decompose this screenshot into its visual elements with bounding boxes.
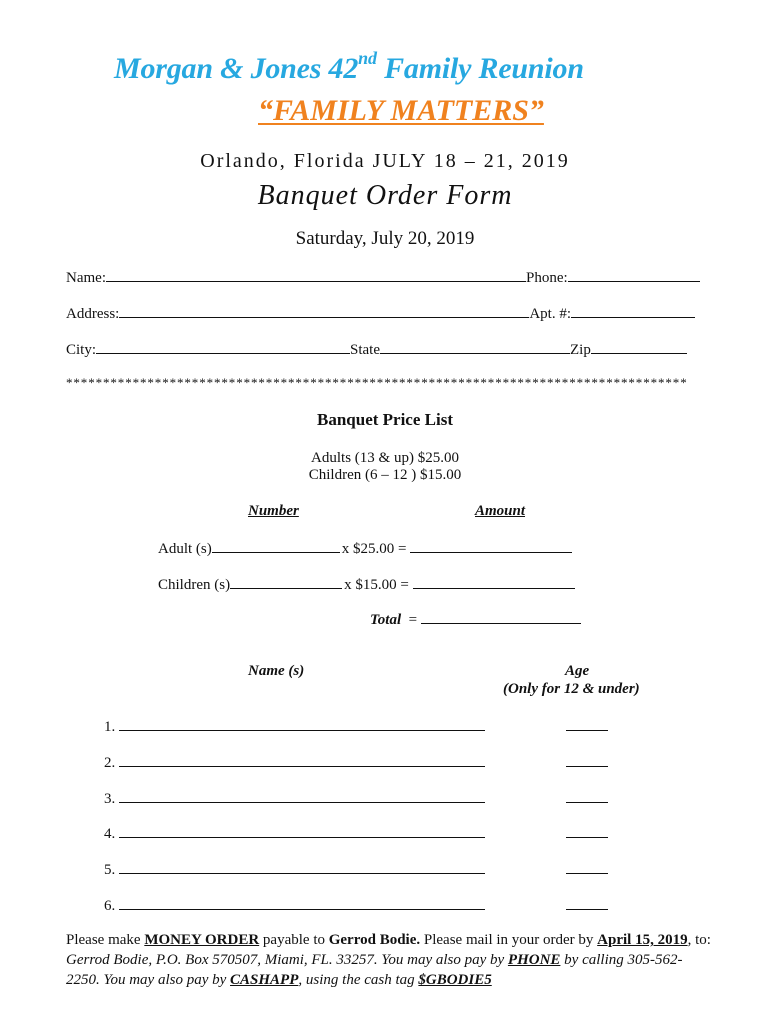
attendee-row [104,859,485,879]
name-field[interactable] [106,267,526,282]
total-label: Total [370,612,402,628]
children-amount-field[interactable] [413,574,575,589]
footer-text: to: [691,932,711,948]
attendee-age-field[interactable] [566,716,608,731]
row-number: 4. [104,826,116,842]
footer-text: , [687,932,692,948]
total-row [370,609,581,629]
amount-header: Amount [475,503,526,519]
name-label: Name: [66,270,106,286]
apt-label: Apt. #: [529,306,571,322]
footer-text: by calling 305-562-2250. You may also pay by [66,952,683,988]
attendee-name-field[interactable] [119,895,485,910]
attendee-name-field[interactable] [119,752,485,767]
money-order-text: MONEY ORDER [144,932,260,948]
children-count-field[interactable] [230,574,342,589]
title-superscript: nd [358,48,377,68]
row-number: 5. [104,862,116,878]
city-label: City: [66,342,97,358]
age-field-wrap [566,788,608,808]
attendee-name-field[interactable] [119,859,485,874]
separator: ************************************************************************************ [66,375,688,390]
cashapp-word: CASHAPP [230,972,299,988]
footer-text: , using the cash tag [298,972,419,988]
age-header: Age [565,663,590,679]
state-field[interactable] [380,339,570,354]
city-row [66,339,687,359]
children-label: Children (s) [158,577,231,593]
payment-instructions [66,930,716,990]
zip-label: Zip [570,342,591,358]
age-field-wrap [566,716,608,736]
attendee-age-field[interactable] [566,788,608,803]
footer-text: Please make [66,932,145,948]
age-subheader: (Only for 12 & under) [503,681,640,697]
adult-amount-field[interactable] [410,538,572,553]
phone-word: PHONE [507,952,561,968]
adult-multiplier: x $25.00 = [341,541,407,557]
number-header: Number [248,503,299,519]
address-label: Address: [66,306,120,322]
state-label: State [350,342,381,358]
name-row [66,267,700,287]
cash-tag: $GBODIE5 [418,972,492,988]
phone-label: Phone: [525,270,568,286]
adult-count-field[interactable] [212,538,340,553]
row-number: 2. [104,755,116,771]
phone-field[interactable] [568,267,700,282]
row-number: 1. [104,719,116,735]
attendee-age-field[interactable] [566,752,608,767]
attendee-age-field[interactable] [566,859,608,874]
address-field[interactable] [119,303,529,318]
mailing-address: Gerrod Bodie, P.O. Box 570507, Miami, FL. 33257. You may also pay by [66,952,508,968]
apt-field[interactable] [571,303,695,318]
attendee-row [104,823,485,843]
reunion-title [114,48,584,86]
payee-name: Gerrod Bodie. [328,932,421,948]
adult-order-row [158,538,572,558]
attendee-row [104,752,485,772]
adult-price: Adults (13 & up) $25.00 [311,450,459,466]
title-prefix: Morgan & Jones 42 [114,52,359,85]
attendee-name-field[interactable] [119,716,485,731]
deadline-date: April 15, 2019 [597,932,688,948]
zip-field[interactable] [591,339,687,354]
adult-label: Adult (s) [158,541,212,557]
attendee-name-field[interactable] [119,788,485,803]
age-field-wrap [566,823,608,843]
children-order-row [158,574,575,594]
names-header: Name (s) [248,663,305,679]
total-amount-field[interactable] [421,609,581,624]
price-list-heading: Banquet Price List [317,410,453,429]
attendee-row [104,895,485,915]
address-row [66,303,695,323]
age-field-wrap [566,895,608,915]
city-field[interactable] [96,339,350,354]
reunion-theme: “FAMILY MATTERS” [258,94,544,127]
total-equals: = [408,612,418,628]
location-date: Orlando, Florida JULY 18 – 21, 2019 [200,150,570,172]
form-title: Banquet Order Form [257,180,513,211]
footer-text: payable to [259,932,329,948]
footer-text: Please mail in your order by [420,932,598,948]
title-suffix: Family Reunion [376,52,584,85]
age-field-wrap [566,752,608,772]
attendee-row [104,788,485,808]
children-multiplier: x $15.00 = [344,577,409,593]
event-date: Saturday, July 20, 2019 [295,228,475,249]
row-number: 6. [104,898,116,914]
attendee-age-field[interactable] [566,823,608,838]
attendee-age-field[interactable] [566,895,608,910]
attendee-row [104,716,485,736]
row-number: 3. [104,791,116,807]
age-field-wrap [566,859,608,879]
attendee-name-field[interactable] [119,823,485,838]
children-price: Children (6 – 12 ) $15.00 [308,467,462,483]
